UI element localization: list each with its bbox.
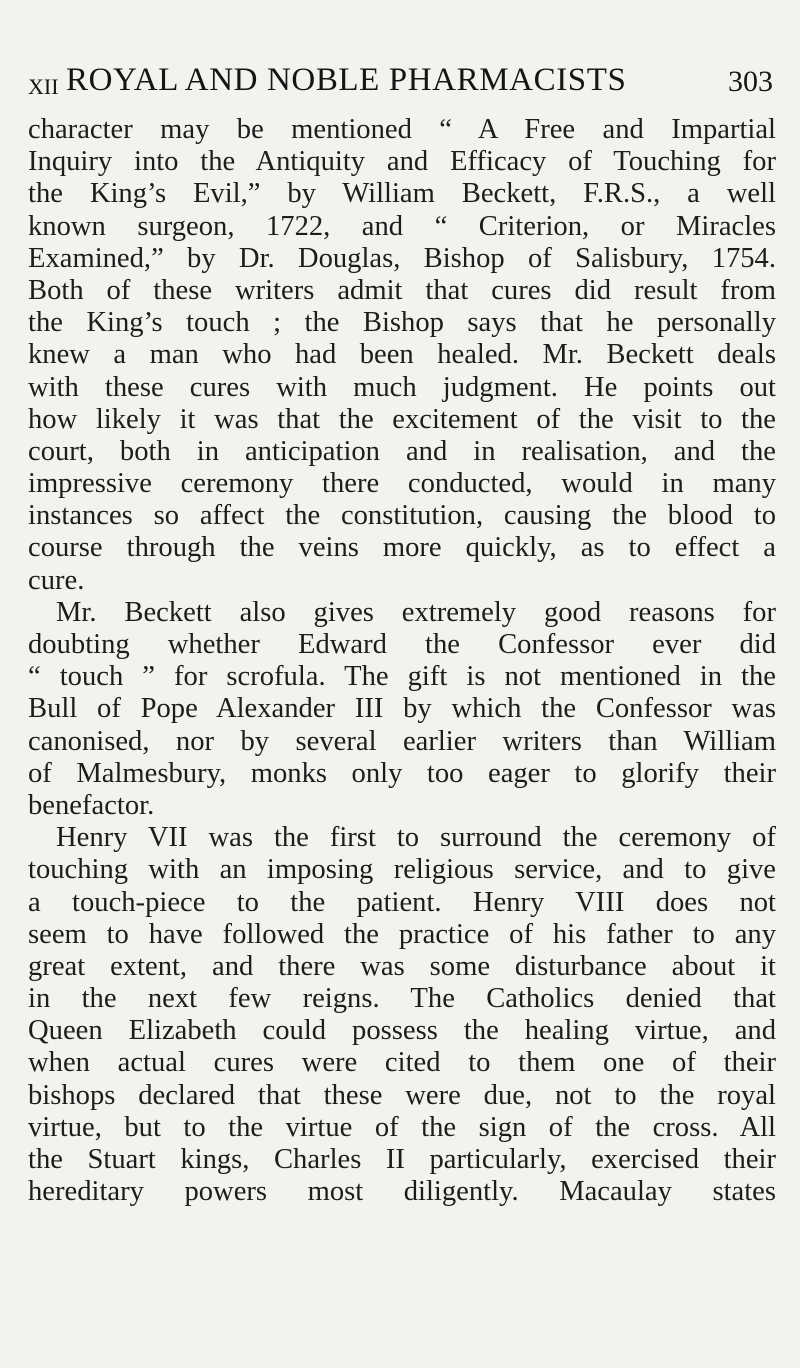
chapter-number: XII xyxy=(28,74,59,99)
text-line: knew a man who had been healed. Mr. Beckett deals xyxy=(28,339,776,371)
text-line: course through the veins more quickly, as to effect a xyxy=(28,532,776,564)
body-text xyxy=(28,114,776,1208)
text-line: cure. xyxy=(28,564,85,596)
text-line: instances so affect the constitution, causing the blood to xyxy=(28,500,776,532)
text-line: Inquiry into the Antiquity and Efficacy of Touching for xyxy=(28,146,776,178)
text-line: Bull of Pope Alexander III by which the Confessor was xyxy=(28,693,776,725)
text-line: court, both in anticipation and in realisation, and the xyxy=(28,435,776,467)
text-line: Mr. Beckett also gives extremely good reasons for xyxy=(56,596,776,628)
running-head xyxy=(28,62,773,102)
text-line: the King’s touch ; the Bishop says that he personally xyxy=(28,307,776,339)
text-line: Examined,” by Dr. Douglas, Bishop of Salisbury, 1754. xyxy=(28,242,776,274)
text-line: canonised, nor by several earlier writers than William xyxy=(28,725,776,757)
text-line: “ touch ” for scrofula. The gift is not mentioned in the xyxy=(28,661,776,693)
text-line: seem to have followed the practice of his father to any xyxy=(28,918,776,950)
text-line: known surgeon, 1722, and “ Criterion, or Miracles xyxy=(28,210,776,242)
text-line: a touch-piece to the patient. Henry VIII does not xyxy=(28,886,776,918)
text-line: of Malmesbury, monks only too eager to glorify their xyxy=(28,757,776,789)
text-line: character may be mentioned “ A Free and Impartial xyxy=(28,114,776,145)
text-line: Both of these writers admit that cures did result from xyxy=(28,274,776,306)
text-line: benefactor. xyxy=(28,789,155,821)
text-line: in the next few reigns. The Catholics denied that xyxy=(28,983,776,1015)
text-line: how likely it was that the excitement of the visit to the xyxy=(28,403,776,435)
text-line: virtue, but to the virtue of the sign of the cross. All xyxy=(28,1111,776,1143)
text-line: impressive ceremony there conducted, would in many xyxy=(28,468,776,500)
text-line: doubting whether Edward the Confessor ever did xyxy=(28,629,776,660)
text-line: hereditary powers most diligently. Macaulay states xyxy=(28,1176,776,1208)
text-line: great extent, and there was some disturbance about it xyxy=(28,950,776,982)
text-line: with these cures with much judgment. He points out xyxy=(28,371,776,403)
text-line: Queen Elizabeth could possess the healing virtue, and xyxy=(28,1015,776,1047)
text-line: the Stuart kings, Charles II particularly, exercised their xyxy=(28,1144,776,1175)
running-title: ROYAL AND NOBLE PHARMACISTS xyxy=(66,62,627,98)
text-line: touching with an imposing religious service, and to give xyxy=(28,854,776,886)
text-line: when actual cures were cited to them one of their xyxy=(28,1047,776,1079)
text-line: the King’s Evil,” by William Beckett, F.R.S., a well xyxy=(28,178,776,210)
page-number: 303 xyxy=(728,65,773,98)
text-line: Henry VII was the first to surround the ceremony of xyxy=(56,822,776,854)
text-line: bishops declared that these were due, not to the royal xyxy=(28,1079,776,1111)
